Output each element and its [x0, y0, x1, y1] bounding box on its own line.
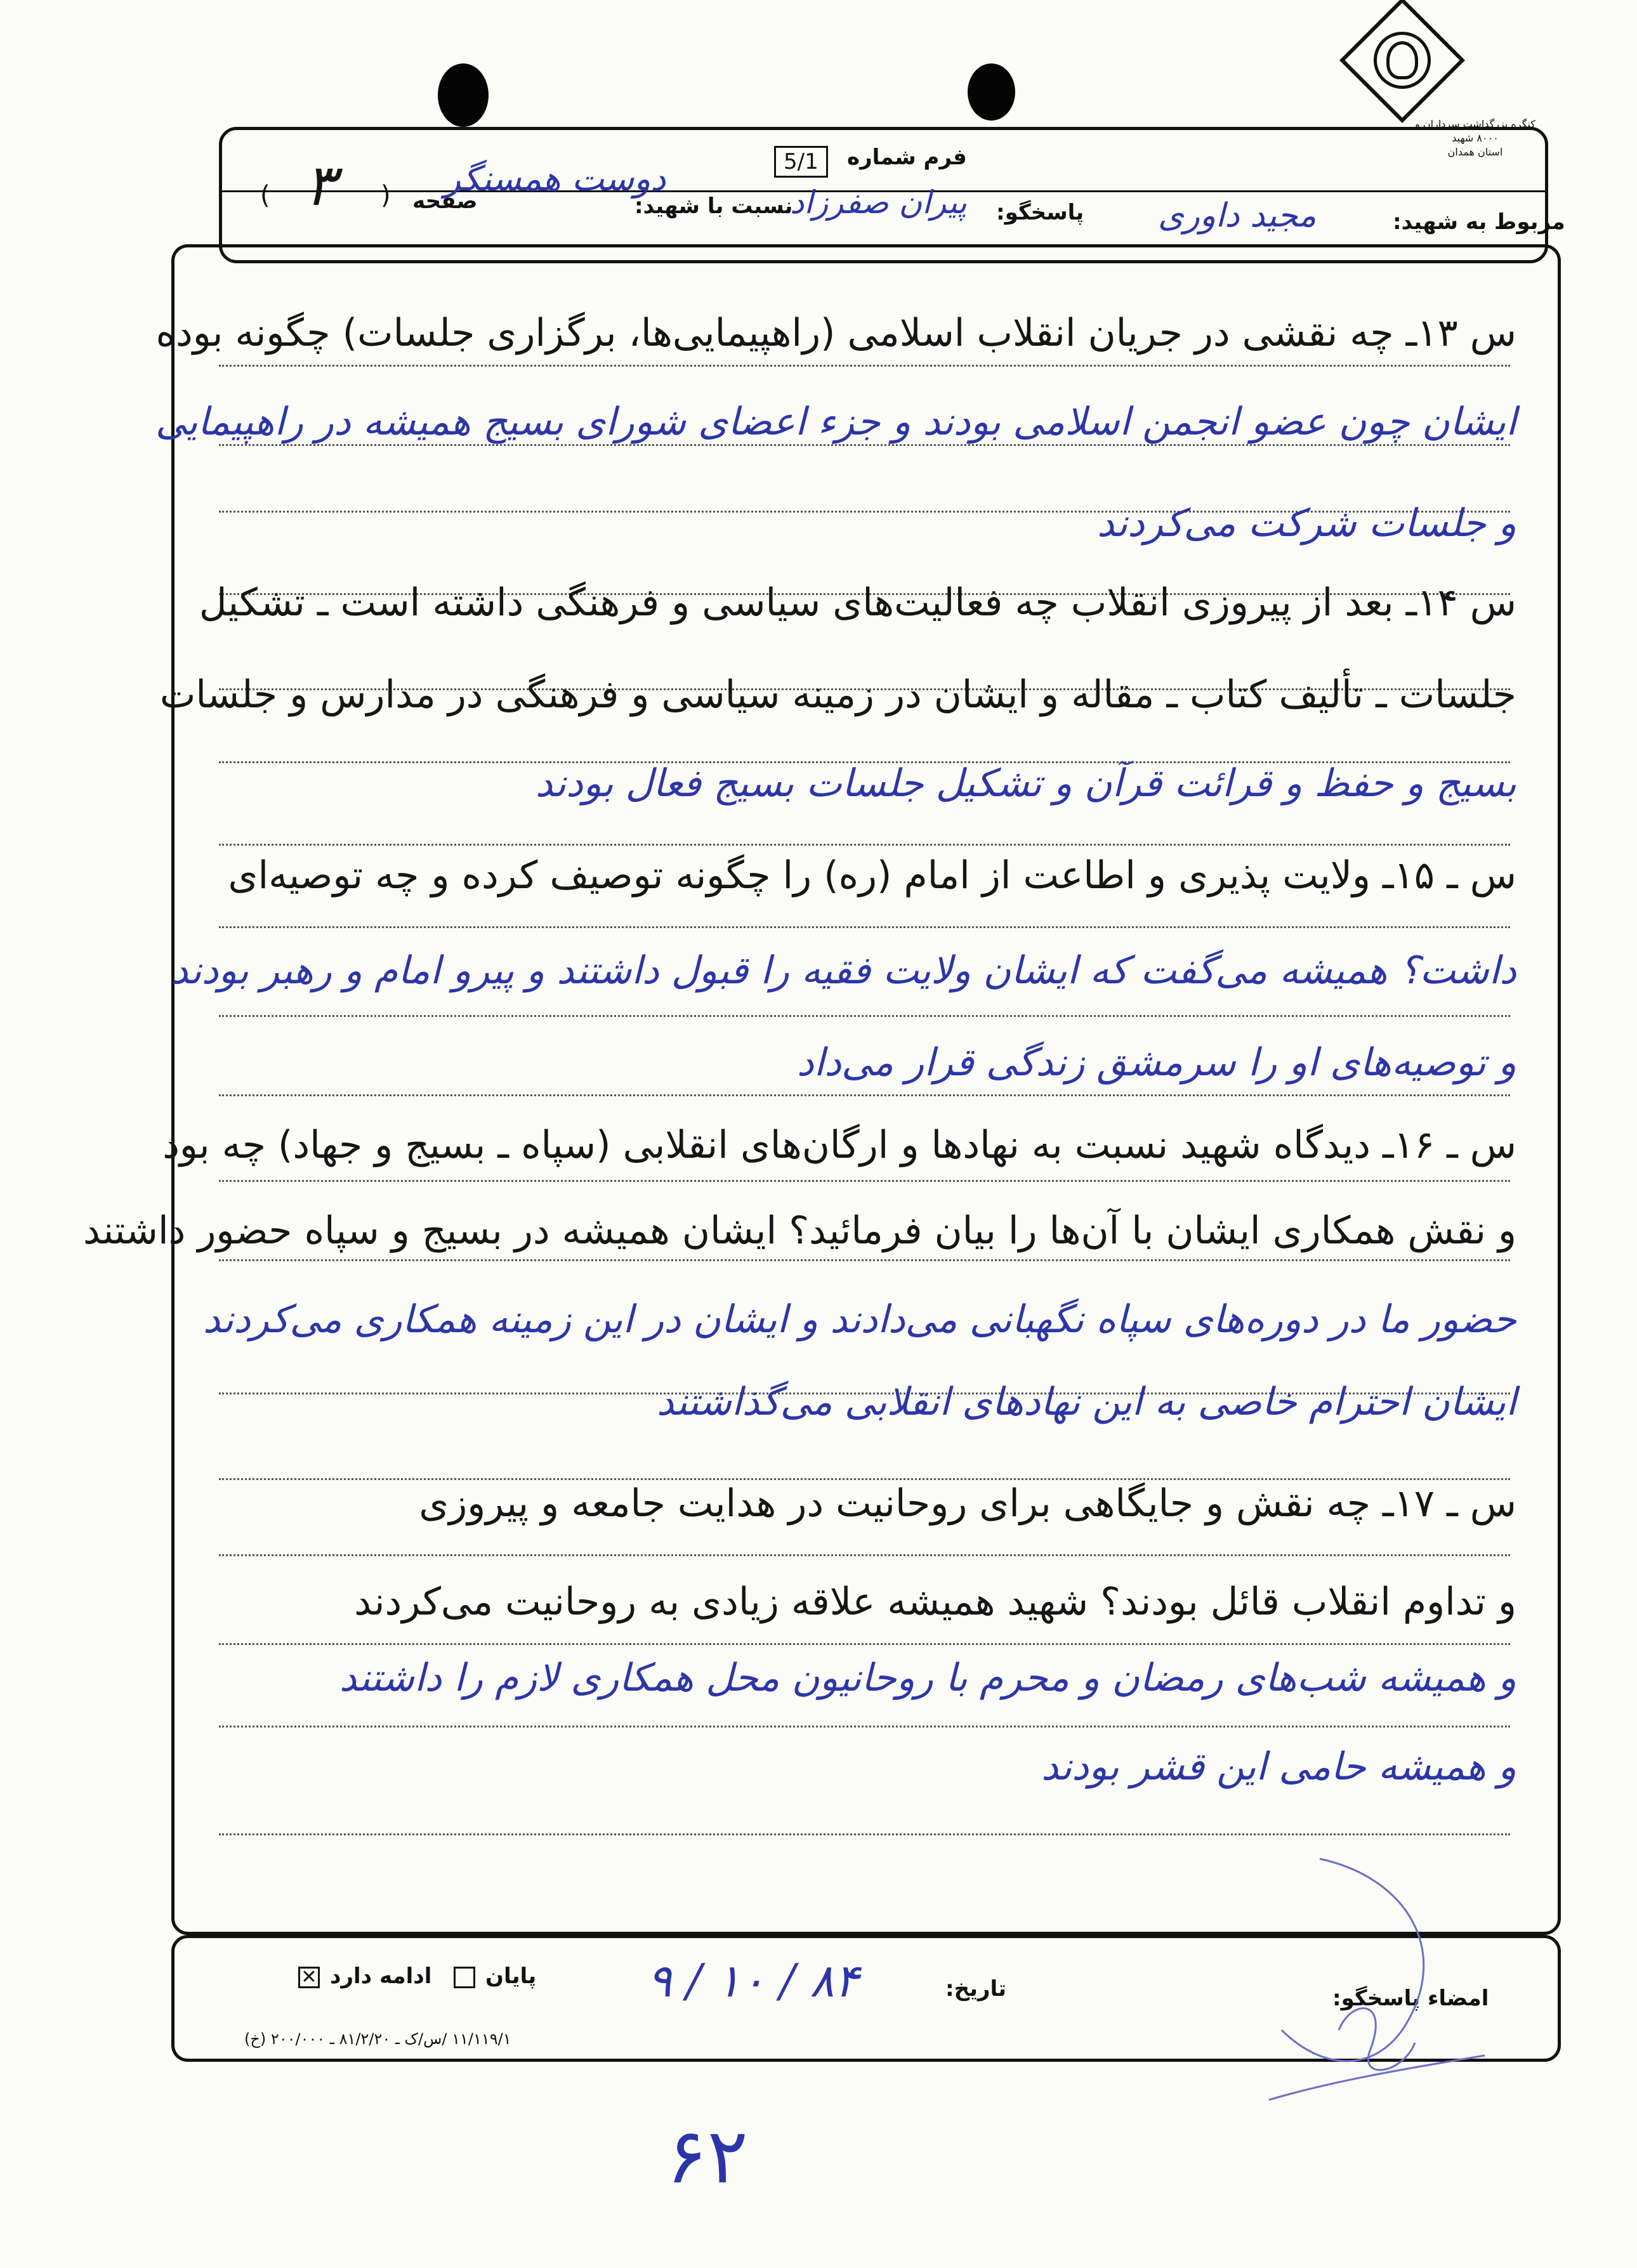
question-13: س ۱۳ـ چه نقشی در جریان انقلاب اسلامی (راهپیمایی‌ها، برگزاری جلسات) چگونه بوده — [155, 311, 1516, 355]
answer-15-line2: و توصیه‌های او را سرمشق زندگی قرار می‌داد — [796, 1040, 1516, 1085]
signature-mark — [1244, 1840, 1510, 2132]
page-label: صفحه — [412, 188, 478, 214]
relation-value: دوست همسنگر — [444, 159, 666, 199]
ruled-line — [219, 1094, 1510, 1096]
form-number-label: فرم شماره — [847, 145, 967, 170]
ruled-line — [219, 926, 1510, 928]
ruled-line — [219, 1726, 1510, 1727]
question-17-line2: و تداوم انقلاب قائل بودند؟ شهید همیشه علاقه زیادی به روحانیت می‌کردند — [354, 1580, 1516, 1624]
answer-13-line2: و جلسات شرکت می‌کردند — [1096, 501, 1516, 546]
ruled-line — [219, 1259, 1510, 1261]
question-14-line2: جلسات ـ تألیف کتاب ـ مقاله و ایشان در زمینه سیاسی و فرهنگی در مدارس و جلسات — [159, 672, 1516, 717]
date-value: ۸۴ / ۱۰ / ۹ — [647, 1954, 859, 2007]
print-code: ۱۱/۱۱۹/۱ /س/ک ـ ۸۱/۲/۲۰ ـ ۲۰۰/۰۰۰ (خ) — [244, 2030, 511, 2048]
end-label: پایان — [485, 1963, 537, 1989]
respondent-label: پاسخگو: — [996, 200, 1084, 225]
question-15: س ـ ۱۵ـ ولایت پذیری و اطاعت از امام (ره) را چگونه توصیف کرده و چه توصیه‌ای — [228, 853, 1516, 898]
respondent-value: پیران صفرزاد — [790, 184, 967, 221]
ruled-line — [219, 1643, 1510, 1645]
punch-hole-left — [438, 63, 489, 127]
answer-16-line2: ایشان احترام خاصی به این نهادهای انقلابی می‌گذاشتند — [656, 1380, 1516, 1424]
answer-17-line1: و همیشه شب‌های رمضان و محرم با روحانیون محل همکاری لازم را داشتند — [339, 1656, 1516, 1700]
page-value-bracket-close: ) — [381, 181, 391, 210]
question-16-line1: س ـ ۱۶ـ دیدگاه شهید نسبت به نهادها و ارگان‌های انقلابی (سپاه ـ بسیج و جهاد) چه بود — [162, 1123, 1516, 1167]
ruled-line — [219, 1833, 1510, 1835]
ruled-line — [219, 1554, 1510, 1556]
question-17-line1: س ـ ۱۷ـ چه نقش و جایگاهی برای روحانیت در هدایت جامعه و پیروزی — [419, 1481, 1516, 1526]
answer-17-line2: و همیشه حامی این قشر بودند — [1041, 1745, 1516, 1789]
page-value-bracket: ( — [260, 181, 270, 210]
answer-13-line1: ایشان چون عضو انجمن اسلامی بودند و جزء اعضای شورای بسیج همیشه در راهپیمایی — [155, 400, 1516, 444]
tulip-icon — [1386, 41, 1418, 79]
question-16-line2: و نقش همکاری ایشان با آن‌ها را بیان فرمائید؟ ایشان همیشه در بسیج و سپاه حضور داشتند — [82, 1209, 1516, 1253]
page-number: ۶۲ — [666, 2113, 748, 2201]
martyr-name-value: مجید داوری — [1158, 197, 1317, 235]
logo-caption-line1: کنگره بزرگداشت سرداران و ۸۰۰۰ شهید — [1415, 118, 1535, 144]
page-value: ۳ — [305, 152, 336, 219]
punch-hole-right — [968, 63, 1015, 121]
end-checkbox[interactable] — [454, 1967, 475, 1988]
relation-label: نسبت با شهید: — [634, 193, 793, 219]
ruled-line — [219, 365, 1510, 367]
logo-caption-line2: استان همدان — [1447, 146, 1503, 158]
answer-15-line1: داشت؟ همیشه می‌گفت که ایشان ولایت فقیه را قبول داشتند و پیرو امام و رهبر بودند — [171, 948, 1516, 993]
form-number-value: 5/1 — [774, 146, 828, 178]
continues-label: ادامه دارد — [330, 1963, 432, 1989]
continues-checkbox[interactable]: ✕ — [298, 1967, 320, 1988]
date-label: تاریخ: — [945, 1976, 1006, 2002]
ruled-line — [219, 444, 1510, 446]
ruled-line — [219, 1180, 1510, 1182]
martyr-label: مربوط به شهید: — [1393, 209, 1565, 235]
signature-label: امضاء پاسخگو: — [1332, 1986, 1489, 2011]
answer-14: بسیج و حفظ و قرائت قرآن و تشکیل جلسات بسیج فعال بودند — [535, 761, 1516, 806]
ruled-line — [219, 1478, 1510, 1480]
question-14-line1: س ۱۴ـ بعد از پیروزی انقلاب چه فعالیت‌های سیاسی و فرهنگی داشته است ـ تشکیل — [199, 580, 1516, 625]
ruled-line — [219, 1015, 1510, 1017]
ruled-line — [219, 844, 1510, 846]
answer-16-line1: حضور ما در دوره‌های سپاه نگهبانی می‌دادند و ایشان در این زمینه همکاری می‌کردند — [202, 1297, 1516, 1342]
